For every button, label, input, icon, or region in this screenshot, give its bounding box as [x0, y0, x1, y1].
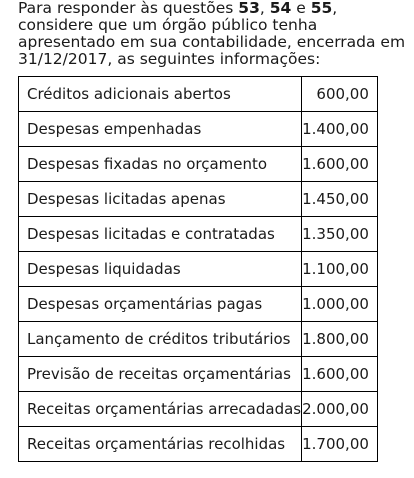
row-value: 600,00	[302, 77, 378, 112]
row-value: 1.450,00	[302, 182, 378, 217]
question-number-55: 55	[310, 0, 333, 17]
table-row	[19, 182, 378, 217]
row-label: Despesas licitadas apenas	[19, 182, 302, 217]
row-label: Despesas empenhadas	[19, 112, 302, 147]
table-row	[19, 392, 378, 427]
row-label: Despesas orçamentárias pagas	[19, 287, 302, 322]
question-number-53: 53	[238, 0, 260, 17]
intro-separator-comma: ,	[259, 0, 270, 17]
table-row	[19, 287, 378, 322]
row-value: 1.100,00	[302, 252, 378, 287]
table-row	[19, 112, 378, 147]
question-number-54: 54	[269, 0, 292, 17]
row-label: Previsão de receitas orçamentárias	[19, 357, 302, 392]
row-value: 1.600,00	[302, 357, 378, 392]
table-row	[19, 357, 378, 392]
table-row	[19, 147, 378, 182]
row-label: Receitas orçamentárias recolhidas	[19, 427, 302, 462]
row-label: Créditos adicionais abertos	[19, 77, 302, 112]
intro-text-end: , considere que um órgão público tenha apresentado em sua contabilidade, encerrada em 31/12/2017, as seguintes informações:	[18, 0, 406, 68]
table-row	[19, 427, 378, 462]
row-label: Despesas fixadas no orçamento	[19, 147, 302, 182]
row-label: Receitas orçamentárias arrecadadas	[19, 392, 302, 427]
table-row	[19, 77, 378, 112]
table-row	[19, 252, 378, 287]
row-label: Despesas liquidadas	[19, 252, 302, 287]
accounting-data-table	[18, 76, 378, 462]
intro-text-start: Para responder às questões	[18, 0, 239, 17]
table-row	[19, 217, 378, 252]
row-label: Despesas licitadas e contratadas	[19, 217, 302, 252]
row-value: 1.800,00	[302, 322, 378, 357]
row-value: 1.700,00	[302, 427, 378, 462]
row-value: 1.600,00	[302, 147, 378, 182]
row-value: 1.400,00	[302, 112, 378, 147]
intro-paragraph	[18, 0, 410, 68]
row-label: Lançamento de créditos tributários	[19, 322, 302, 357]
row-value: 1.000,00	[302, 287, 378, 322]
table-row	[19, 322, 378, 357]
row-value: 2.000,00	[302, 392, 378, 427]
intro-separator-and: e	[291, 0, 311, 17]
row-value: 1.350,00	[302, 217, 378, 252]
